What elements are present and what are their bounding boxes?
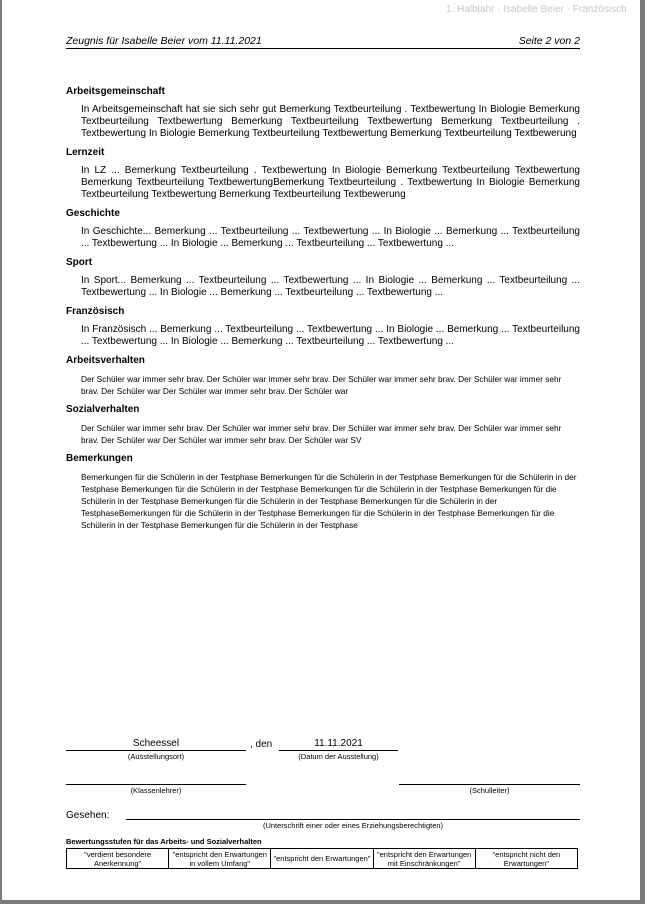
table-row bbox=[67, 849, 578, 869]
page-number: Seite 2 von 2 bbox=[518, 35, 580, 47]
section-sport bbox=[66, 257, 580, 299]
rating-legend-table bbox=[66, 848, 578, 869]
section-title: Lernzeit bbox=[66, 147, 105, 158]
section-text: Der Schüler war immer sehr brav. Der Schüler war immer sehr brav. Der Schüler war immer sehr brav. Der Schüler war immer sehr brav. Der Schüler war Der Schüler war immer sehr brav. Der Schüler war bbox=[81, 374, 562, 396]
issue-date-line bbox=[279, 750, 398, 751]
principal-signature-line bbox=[399, 784, 580, 785]
date-prefix: , den bbox=[250, 739, 273, 750]
section-text: In Geschichte... Bemerkung ... Textbeurteilung ... Textbewertung ... In Biologie ... Bemerkung ... Textbeurteilung ... Textbewertung ... In Biologie ... Bemerkung ... Textbeurteilung ... Textbewertung ... bbox=[81, 226, 580, 249]
guardian-signature-line bbox=[126, 819, 580, 820]
issue-date-caption: (Datum der Ausstellung) bbox=[298, 752, 379, 761]
rating-level-cell: "entspricht den Erwartungen" bbox=[271, 849, 373, 869]
section-geschichte bbox=[66, 208, 580, 250]
section-title: Arbeitsgemeinschaft bbox=[66, 86, 165, 97]
issue-place-caption: (Ausstellungsort) bbox=[127, 752, 185, 761]
section-arbeitsverhalten bbox=[66, 355, 580, 397]
page-border-bottom bbox=[0, 900, 645, 904]
rating-legend-title: Bewertungsstufen für das Arbeits- und Sozialverhalten bbox=[66, 837, 262, 846]
document-title: Zeugnis für Isabelle Beier vom 11.11.2021 bbox=[66, 35, 262, 47]
section-sozialverhalten bbox=[66, 404, 580, 446]
page-border-right bbox=[640, 0, 645, 904]
section-lernzeit bbox=[66, 147, 580, 201]
section-text: In LZ ... Bemerkung Textbeurteilung . Textbewertung In Biologie Bemerkung Textbeurteilung Textbewertung Bemerkung Textbeurteilung TextbewertungBemerkung Textbeurteilung . Textbewertung In Biologie Bemerkung Textbeurteilung Textbewertung Bemerkung Textbeurteilung Textbewerung bbox=[81, 165, 580, 200]
page-border-left bbox=[0, 0, 2, 904]
section-text: Bemerkungen für die Schülerin in der Testphase Bemerkungen für die Schülerin in der Testphase Bemerkungen für die Schülerin in der Testphase Bemerkungen für die Schülerin in der Testphase Bemerkungen für die Schülerin in der Testphase Bemerkungen für die Schülerin in der Testphase Bemerkungen für die Schülerin in der Testphase Bemerkungen für die Schülerin in der TestphaseBemerkungen für die Schülerin in der Testphase Bemerkungen für die Schülerin in der Testphase Bemerkungen für die Schülerin in der Testphase Bemerkungen für die Schülerin in der Testphase bbox=[81, 472, 577, 530]
section-title: Sport bbox=[66, 257, 93, 268]
rating-level-cell: "entspricht nicht den Erwartungen" bbox=[475, 849, 577, 869]
issue-place-line bbox=[66, 750, 246, 751]
section-text: Der Schüler war immer sehr brav. Der Schüler war immer sehr brav. Der Schüler war immer sehr brav. Der Schüler war immer sehr brav. Der Schüler war Der Schüler war immer sehr brav. Der Schüler war SV bbox=[81, 423, 562, 445]
rating-level-cell: "verdient besondere Anerkennung" bbox=[67, 849, 169, 869]
issue-place: Scheessel bbox=[132, 738, 180, 749]
issue-date: 11.11.2021 bbox=[314, 738, 363, 749]
section-arbeitsgemeinschaft bbox=[66, 86, 580, 140]
section-bemerkungen bbox=[66, 453, 580, 531]
teacher-signature-line bbox=[66, 784, 246, 785]
section-text: In Arbeitsgemeinschaft hat sie sich sehr gut Bemerkung Textbeurteilung . Textbewertung In Biologie Bemerkung Textbeurteilung Textbewertung Bemerkung Textbeurteilung Textbewertung Bemerkung Textbeurteilung . Textbewertung In Biologie Bemerkung Textbeurteilung Textbewertung Bemerkung Textbeurteilung Textbewerung bbox=[81, 104, 580, 139]
watermark-text: 1. Halbjahr · Isabelle Beier · Französisch bbox=[446, 4, 627, 15]
section-title: Arbeitsverhalten bbox=[66, 355, 145, 366]
teacher-caption: (Klassenlehrer) bbox=[130, 786, 182, 795]
header-divider bbox=[66, 48, 580, 49]
principal-caption: (Schulleiter) bbox=[469, 786, 510, 795]
seen-label: Gesehen: bbox=[66, 810, 110, 821]
rating-level-cell: "entspricht den Erwartungen mit Einschränkungen" bbox=[373, 849, 475, 869]
section-text: In Sport... Bemerkung ... Textbeurteilung ... Textbewertung ... In Biologie ... Bemerkung ... Textbeurteilung ... Textbewertung ... In Biologie ... Bemerkung ... Textbeurteilung ... Textbewertung ... bbox=[81, 275, 580, 298]
section-title: Französisch bbox=[66, 306, 125, 317]
section-text: In Französisch ... Bemerkung ... Textbeurteilung ... Textbewertung ... In Biologie ... Bemerkung ... Textbeurteilung ... Textbewertung ... In Biologie ... Bemerkung ... Textbeurteilung ... Textbewertung ... bbox=[81, 324, 580, 347]
guardian-caption: (Unterschrift einer oder eines Erziehungsberechtigten) bbox=[262, 821, 444, 830]
section-title: Geschichte bbox=[66, 208, 120, 219]
rating-level-cell: "entspricht den Erwartungen in vollem Umfang" bbox=[169, 849, 271, 869]
section-title: Sozialverhalten bbox=[66, 404, 140, 415]
subject-sections bbox=[66, 86, 580, 531]
section-franzoesisch bbox=[66, 306, 580, 348]
section-title: Bemerkungen bbox=[66, 453, 133, 464]
